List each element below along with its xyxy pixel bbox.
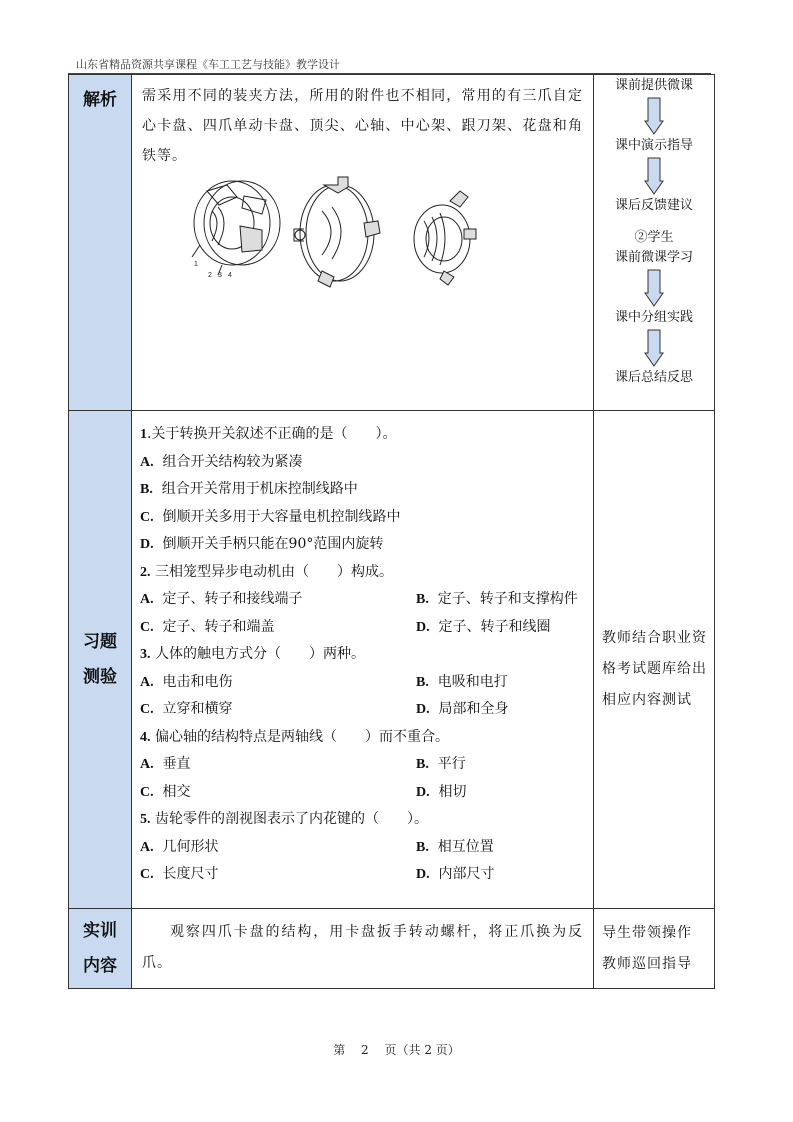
answer-option xyxy=(140,756,191,772)
option-text: 组合开关结构较为紧凑 xyxy=(162,453,303,470)
option-text: 定子、转子和接线端子 xyxy=(162,591,303,607)
flow-step: 课后反馈建议 xyxy=(614,198,693,213)
answer-option xyxy=(140,509,401,525)
flow-step: 课前提供微课 xyxy=(614,78,693,93)
page-header: 山东省精品资源共享课程《车工工艺与技能》教学设计 xyxy=(76,58,340,71)
training-label-cell xyxy=(69,909,132,989)
student-title: ②学生 xyxy=(634,230,674,245)
option-key: D. xyxy=(416,784,430,800)
answer-option xyxy=(140,701,233,717)
option-row xyxy=(132,504,593,532)
figure-number: 4 xyxy=(228,272,232,279)
option-cell xyxy=(140,751,416,779)
chuck-illustrations xyxy=(132,171,593,296)
question-text: 三相笼型异步电动机由（ ）构成。 xyxy=(154,563,393,580)
training-row xyxy=(69,909,715,989)
question-text: 关于转换开关叙述不正确的是（ ）。 xyxy=(151,426,397,442)
option-cell xyxy=(140,669,416,697)
option-text: 平行 xyxy=(437,756,466,772)
option-key: B. xyxy=(416,757,429,772)
question-number: 2. xyxy=(140,564,151,580)
option-key: C. xyxy=(140,867,154,882)
option-cell xyxy=(140,614,416,642)
option-key: C. xyxy=(140,619,154,635)
option-key: A. xyxy=(140,454,154,470)
option-key: D. xyxy=(416,702,430,717)
question-number: 5. xyxy=(140,812,151,827)
analysis-label-cell xyxy=(69,75,132,411)
training-content-cell xyxy=(132,909,594,989)
answer-option xyxy=(140,536,383,552)
answer-option xyxy=(416,784,467,800)
question-stem xyxy=(132,421,593,449)
training-label-line: 实训 xyxy=(83,920,117,941)
option-cell xyxy=(416,614,585,642)
option-cell xyxy=(140,696,416,724)
lesson-table xyxy=(68,74,715,989)
option-row xyxy=(132,779,593,807)
option-cell xyxy=(140,834,416,862)
option-key: D. xyxy=(416,619,430,635)
flow-step: 课中演示指导 xyxy=(614,138,693,153)
option-text: 长度尺寸 xyxy=(162,866,219,882)
analysis-row xyxy=(69,75,715,411)
option-row xyxy=(132,531,593,559)
option-text: 定子、转子和线圈 xyxy=(438,618,551,635)
question-number: 3. xyxy=(140,647,151,662)
option-cell xyxy=(416,834,585,862)
flow-step: 课中分组实践 xyxy=(614,310,693,325)
question-text: 偏心轴的结构特点是两轴线（ ）而不重合。 xyxy=(154,728,449,745)
quiz-content-cell xyxy=(132,411,594,909)
four-jaw-chuck-image xyxy=(294,177,380,287)
option-cell xyxy=(416,696,585,724)
question-text: 人体的触电方式分（ ）两种。 xyxy=(154,646,365,662)
option-text: 相互位置 xyxy=(437,838,494,855)
answer-option xyxy=(416,839,494,855)
analysis-label: 解析 xyxy=(83,90,117,110)
option-row xyxy=(132,449,593,477)
quiz-side-cell xyxy=(594,411,715,909)
option-cell xyxy=(416,861,585,889)
analysis-side-cell xyxy=(594,75,715,411)
option-cell xyxy=(140,586,416,614)
question-stem xyxy=(132,724,593,752)
answer-option xyxy=(140,784,191,800)
option-key: A. xyxy=(140,839,154,855)
quiz-label-cell xyxy=(69,411,132,909)
option-cell xyxy=(140,779,416,807)
answer-option xyxy=(140,454,303,470)
answer-option xyxy=(416,619,551,635)
option-row xyxy=(132,751,593,779)
figure-number: 2 xyxy=(208,272,212,279)
option-text: 内部尺寸 xyxy=(438,866,495,882)
down-arrow-icon xyxy=(644,157,664,195)
quiz-row xyxy=(69,411,715,909)
question-stem xyxy=(132,641,593,669)
option-key: B. xyxy=(416,592,429,607)
down-arrow-icon xyxy=(644,269,664,307)
option-key: A. xyxy=(140,757,154,772)
option-key: B. xyxy=(416,674,429,690)
option-key: C. xyxy=(140,702,154,717)
answer-option xyxy=(140,481,358,497)
answer-option xyxy=(416,674,508,690)
option-row xyxy=(132,476,593,504)
option-text: 组合开关常用于机床控制线路中 xyxy=(161,481,358,497)
option-key: A. xyxy=(140,674,154,690)
question-separator: . xyxy=(147,426,152,442)
option-key: C. xyxy=(140,784,154,800)
training-side-line: 教师巡回指导 xyxy=(602,955,692,972)
question-stem xyxy=(132,559,593,587)
answer-option xyxy=(140,619,275,635)
option-key: D. xyxy=(416,867,430,882)
answer-option xyxy=(140,839,219,855)
chuck-drawings xyxy=(132,171,593,296)
page-footer: 第 2 页（共 2 页） xyxy=(333,1043,460,1057)
option-text: 定子、转子和支撑构件 xyxy=(437,591,578,607)
question-number: 1 xyxy=(140,427,147,442)
option-cell xyxy=(416,669,585,697)
option-cell xyxy=(140,861,416,889)
option-text: 立穿和横穿 xyxy=(162,701,233,717)
option-key: D. xyxy=(140,537,154,552)
option-text: 局部和全身 xyxy=(438,701,509,717)
flow-step: 课前微课学习 xyxy=(614,250,693,265)
answer-option xyxy=(416,866,495,882)
option-text: 相交 xyxy=(162,783,191,800)
answer-option xyxy=(416,701,509,717)
option-key: B. xyxy=(416,839,429,855)
option-text: 几何形状 xyxy=(162,838,219,855)
answer-option xyxy=(140,866,219,882)
down-arrow-icon xyxy=(644,97,664,135)
option-key: A. xyxy=(140,592,154,607)
option-cell xyxy=(416,751,585,779)
option-row xyxy=(132,696,593,724)
quiz-label-line: 测验 xyxy=(83,666,117,687)
question-text: 齿轮零件的剖视图表示了内花键的（ ）。 xyxy=(154,811,428,827)
flow-step: 课后总结反思 xyxy=(614,370,693,385)
option-key: B. xyxy=(140,482,153,497)
option-text: 倒顺开关多用于大容量电机控制线路中 xyxy=(162,508,401,525)
question-number: 4. xyxy=(140,729,151,745)
training-side-cell xyxy=(594,909,715,989)
figure-number: 3 xyxy=(218,272,222,279)
answer-option xyxy=(416,756,466,772)
option-row xyxy=(132,669,593,697)
question-stem xyxy=(132,806,593,834)
option-text: 电吸和电打 xyxy=(437,673,508,690)
option-row xyxy=(132,834,593,862)
option-text: 定子、转子和端盖 xyxy=(162,618,275,635)
three-jaw-chuck-image xyxy=(192,181,280,275)
answer-option xyxy=(416,591,578,607)
training-side-line: 导生带领操作 xyxy=(602,924,692,941)
answer-option xyxy=(140,591,303,607)
option-key: C. xyxy=(140,509,154,525)
down-arrow-icon xyxy=(644,329,664,367)
training-label-line: 内容 xyxy=(83,955,117,976)
analysis-text: 需采用不同的装夹方法，所用的附件也不相同，常用的有三爪自定心卡盘、四爪单动卡盘、顶尖、心轴、中心架、跟刀架、花盘和角铁等。 xyxy=(142,88,583,164)
option-text: 相切 xyxy=(438,783,467,800)
option-row xyxy=(132,614,593,642)
option-cell xyxy=(416,586,585,614)
option-cell xyxy=(416,779,585,807)
option-text: 倒顺开关手柄只能在90°范围内旋转 xyxy=(162,536,384,552)
quiz-label-line: 习题 xyxy=(83,631,117,652)
figure-number: 1 xyxy=(194,261,198,268)
option-text: 电击和电伤 xyxy=(162,673,233,690)
answer-option xyxy=(140,674,233,690)
option-text: 垂直 xyxy=(162,756,191,772)
figure-numbers xyxy=(194,261,232,279)
option-row xyxy=(132,861,593,889)
analysis-content-cell xyxy=(132,75,594,411)
training-text: 观察四爪卡盘的结构，用卡盘扳手转动螺杆，将正爪换为反爪。 xyxy=(142,924,583,971)
quiz-side-note: 教师结合职业资格考试题库给出相应内容测试 xyxy=(602,630,707,708)
chuck-exploded-image xyxy=(414,191,476,285)
quiz-question-list xyxy=(132,421,593,889)
option-row xyxy=(132,586,593,614)
